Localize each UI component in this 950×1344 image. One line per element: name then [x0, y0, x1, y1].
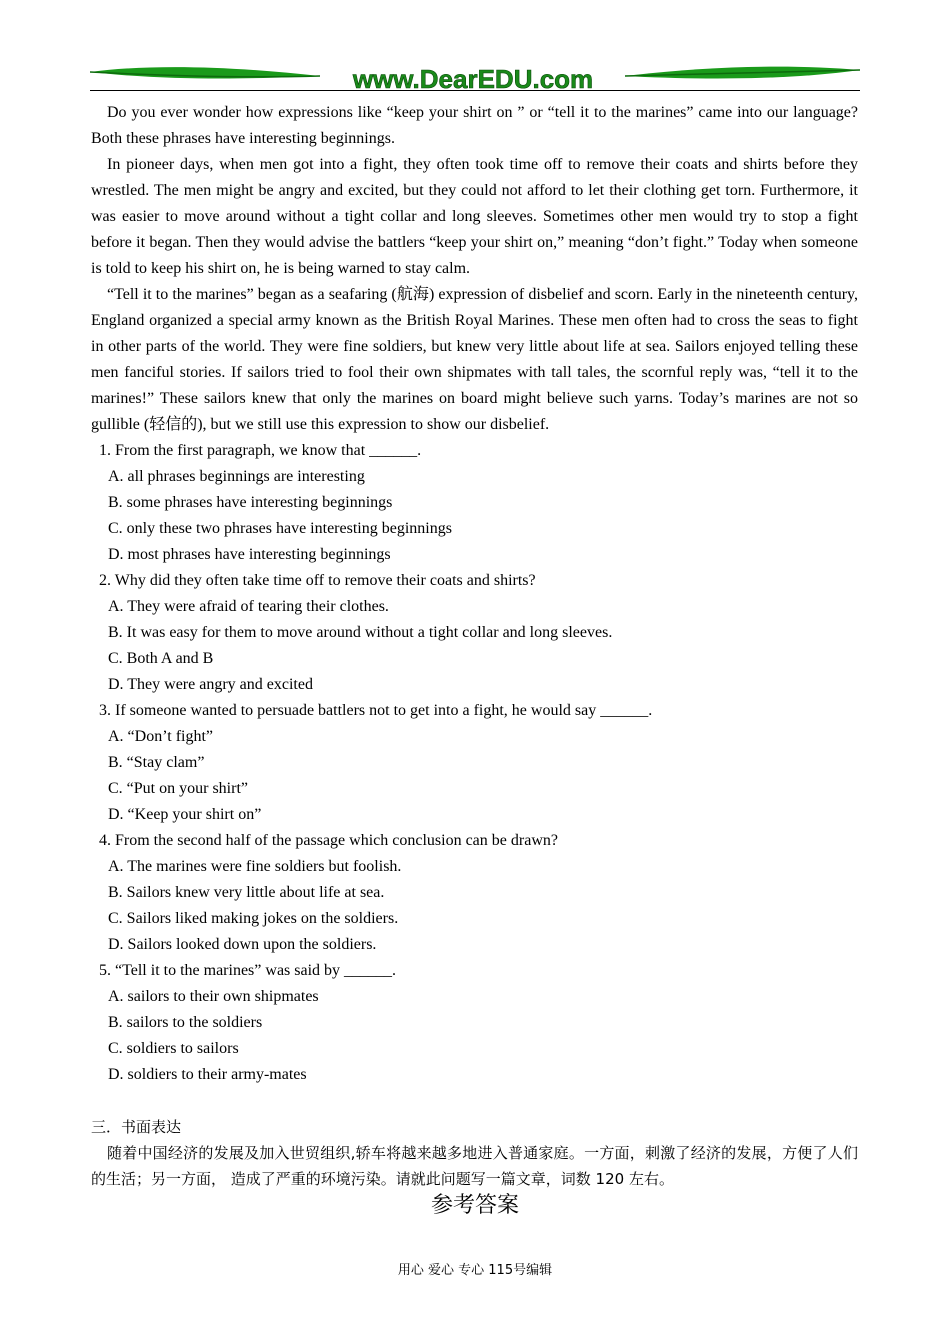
- question-3-option-a: A. “Don’t fight”: [108, 728, 214, 745]
- question-4-option-b: B. Sailors knew very little about life at sea.: [108, 884, 385, 901]
- question-1-stem: 1. From the first paragraph, we know that ______.: [99, 442, 422, 459]
- question-5-stem: 5. “Tell it to the marines” was said by ______.: [99, 962, 397, 979]
- header-rule: [90, 90, 860, 91]
- question-1-option-d: D. most phrases have interesting beginnings: [108, 546, 391, 563]
- page-footer: 用心 爱心 专心 115号编辑: [397, 1263, 553, 1278]
- question-2-option-d: D. They were angry and excited: [108, 676, 313, 693]
- question-4-option-a: A. The marines were fine soldiers but foolish.: [108, 858, 402, 875]
- question-5-option-b: B. sailors to the soldiers: [108, 1014, 263, 1031]
- question-5-option-c: C. soldiers to sailors: [108, 1040, 239, 1057]
- question-1-option-c: C. only these two phrases have interesting beginnings: [108, 520, 452, 537]
- question-4-stem: 4. From the second half of the passage which conclusion can be drawn?: [99, 832, 558, 849]
- passage-paragraph-2: In pioneer days, when men got into a fight, they often took time off to remove their coats and shirts before they wrestled. The men might be angry and excited, but they could not afford to let their clothing get torn. Furthermore, it was easier to move around without a tight collar and long sleeves. Sometimes other men would try to stop a fight before it began. Then they would advise the battlers “keep your shirt on,” meaning “don’t fight.” Today when someone is told to keep his shirt on, he is being warned to stay calm.: [91, 156, 858, 277]
- question-1-option-b: B. some phrases have interesting beginnings: [108, 494, 393, 511]
- question-5-option-d: D. soldiers to their army-mates: [108, 1066, 307, 1083]
- answer-key-title: 参考答案: [430, 1193, 519, 1218]
- writing-section-title: 三．书面表达: [91, 1118, 182, 1136]
- question-2-stem: 2. Why did they often take time off to remove their coats and shirts?: [99, 572, 536, 589]
- question-2-option-c: C. Both A and B: [108, 650, 214, 667]
- writing-prompt: 随着中国经济的发展及加入世贸组织,轿车将越来越多地进入普通家庭。一方面，刺激了经济的发展，方便了人们的生活；另一方面， 造成了严重的环境污染。请就此问题写一篇文章，词数 120 左右。: [91, 1144, 858, 1188]
- question-3-stem: 3. If someone wanted to persuade battlers not to get into a fight, he would say ______.: [99, 702, 653, 719]
- passage-paragraph-1: Do you ever wonder how expressions like “keep your shirt on ” or “tell it to the marines” came into our language? Both these phrases have interesting beginnings.: [91, 104, 858, 147]
- document-body: [91, 100, 858, 1192]
- question-1-option-a: A. all phrases beginnings are interesting: [108, 468, 365, 485]
- question-2-option-a: A. They were afraid of tearing their clothes.: [108, 598, 389, 615]
- logo-text: www.DearEDU.com: [352, 64, 594, 94]
- passage-paragraph-3: “Tell it to the marines” began as a seafaring (航海) expression of disbelief and scorn. Early in the nineteenth century, England organized a special army known as the British Royal Marines. These men often had to cross the seas to fight in other parts of the world. They were fine soldiers, but knew very little about life at sea. Sailors enjoyed telling these men fanciful stories. If sailors tried to fool their own shipmates with tall tales, the scornful reply was, “tell it to the marines!” These sailors knew that only the marines on board might believe such yarns. Today’s marines are not so gullible (轻信的), but we still use this expression to show our disbelief.: [91, 286, 858, 433]
- question-3-option-d: D. “Keep your shirt on”: [108, 806, 262, 823]
- question-5-option-a: A. sailors to their own shipmates: [108, 988, 319, 1005]
- question-2-option-b: B. It was easy for them to move around without a tight collar and long sleeves.: [108, 624, 613, 641]
- question-3-option-b: B. “Stay clam”: [108, 754, 205, 771]
- question-4-option-d: D. Sailors looked down upon the soldiers.: [108, 936, 377, 953]
- question-4-option-c: C. Sailors liked making jokes on the soldiers.: [108, 910, 399, 927]
- question-3-option-c: C. “Put on your shirt”: [108, 780, 248, 797]
